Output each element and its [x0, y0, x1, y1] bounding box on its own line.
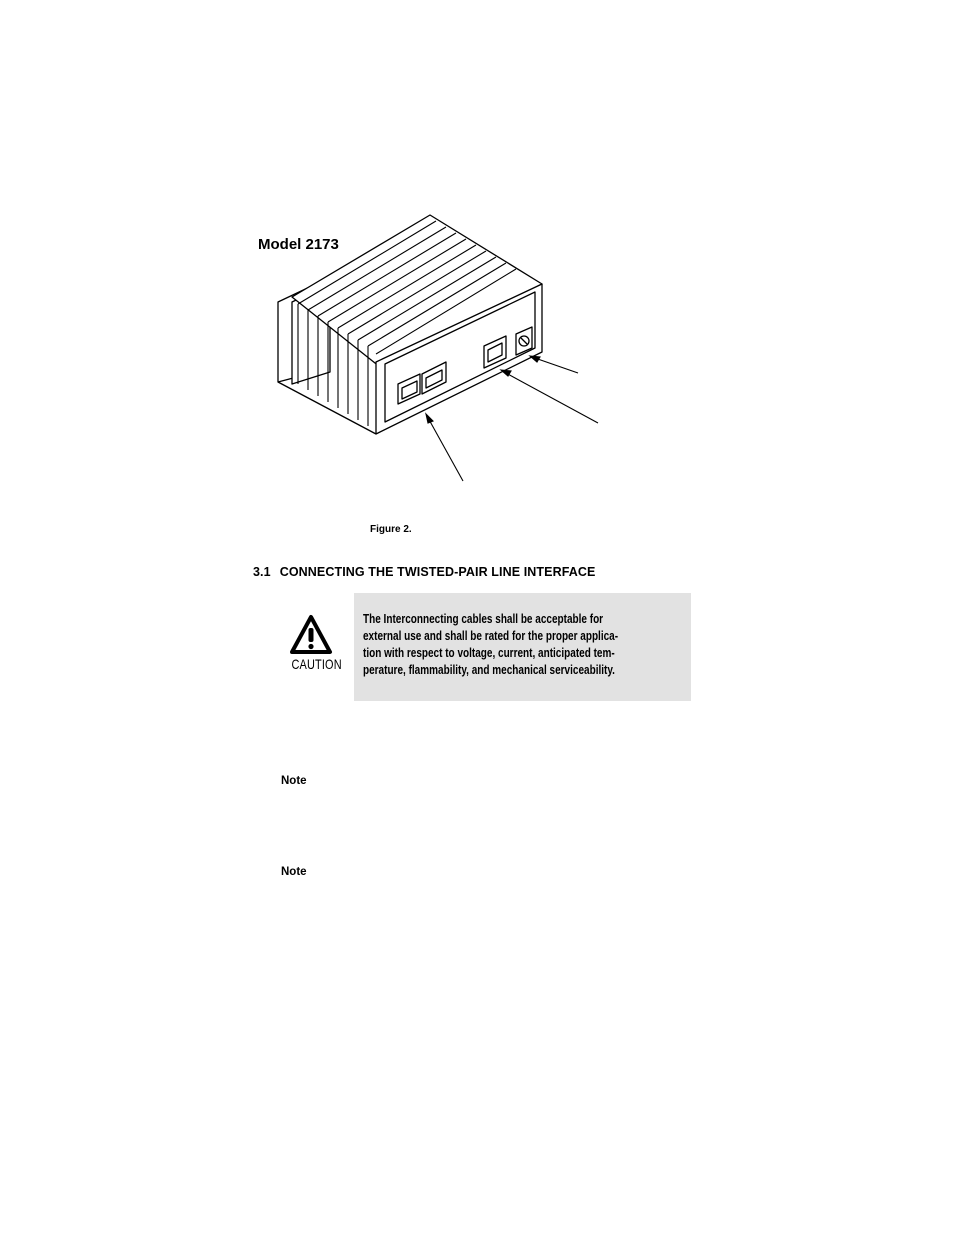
note-label: Note — [281, 775, 307, 787]
caution-line: perature, flammability, and mechanical serviceability. — [363, 663, 615, 677]
caution-word: CAUTION — [291, 656, 342, 672]
warning-triangle-icon — [289, 614, 333, 656]
note-label: Note — [281, 866, 307, 878]
section-heading — [253, 565, 595, 579]
section-number: 3.1 — [253, 565, 271, 579]
caution-text — [363, 611, 683, 679]
caution-line: external use and shall be rated for the proper applica- — [363, 629, 619, 643]
caution-icon-block — [286, 614, 342, 680]
caution-line: tion with respect to voltage, current, anticipated tem- — [363, 646, 615, 660]
caution-box — [354, 593, 691, 701]
figure-caption: Figure 2. — [370, 524, 412, 535]
section-title: CONNECTING THE TWISTED-PAIR LINE INTERFACE — [279, 565, 596, 579]
model-label: Model 2173 — [258, 236, 339, 253]
caution-line: The Interconnecting cables shall be acceptable for — [363, 612, 604, 626]
device-illustration — [270, 212, 610, 487]
